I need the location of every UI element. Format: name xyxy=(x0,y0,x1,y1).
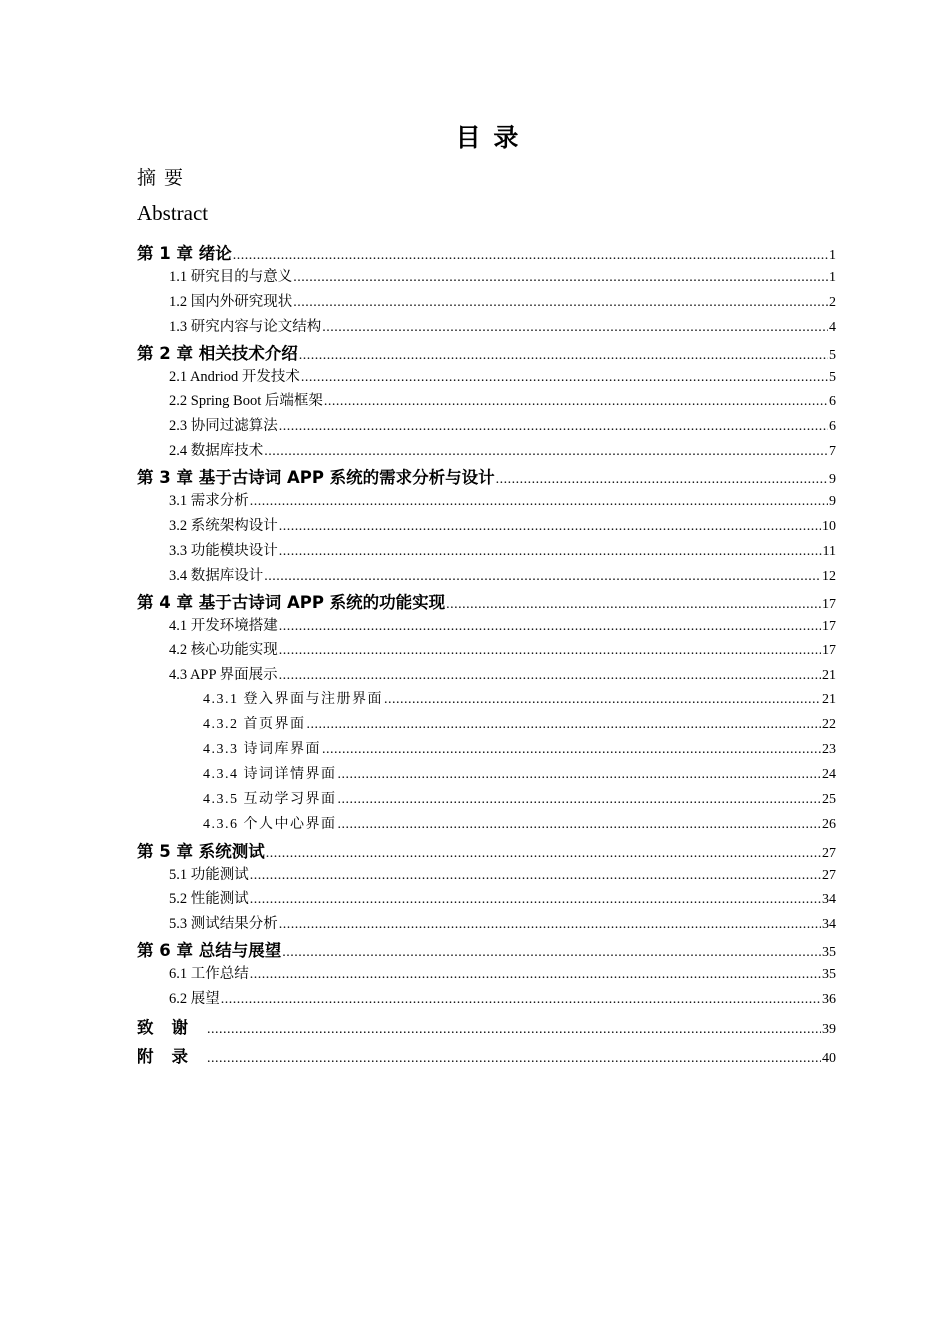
toc-entry[interactable] xyxy=(169,365,836,386)
toc-entry[interactable] xyxy=(169,389,836,410)
toc-page-number: 34 xyxy=(822,892,836,908)
toc-page-number: 4 xyxy=(829,319,836,335)
toc-page-number: 23 xyxy=(822,742,836,757)
toc-entry-label: 3.1 需求分析 xyxy=(169,493,249,509)
toc-entry-label: 第 6 章 总结与展望 xyxy=(137,941,282,961)
toc-entry-label: 5.3 测试结果分析 xyxy=(169,916,278,933)
toc-entry-label: 5.1 功能测试 xyxy=(169,866,249,883)
toc-page-number: 11 xyxy=(822,543,836,559)
toc-page-number: 9 xyxy=(829,472,836,488)
toc-leader-dots xyxy=(264,444,828,460)
toc-page-number: 6 xyxy=(829,419,836,435)
toc-leader-dots xyxy=(282,945,821,961)
toc-entry[interactable] xyxy=(169,863,836,884)
toc-leader-dots xyxy=(279,544,822,560)
toc-page-number: 36 xyxy=(822,992,836,1007)
toc-entry-label: 4.3 APP 界面展示 xyxy=(169,667,278,684)
toc-leader-dots xyxy=(322,742,821,758)
toc-leader-dots xyxy=(207,1051,821,1067)
toc-entry[interactable] xyxy=(203,763,836,783)
toc-entry[interactable] xyxy=(137,589,836,613)
toc-entry[interactable] xyxy=(137,838,836,862)
toc-page-number: 7 xyxy=(829,444,836,460)
toc-page-number: 24 xyxy=(822,766,836,782)
toc-page-number: 10 xyxy=(822,518,836,534)
toc-entry[interactable] xyxy=(169,265,836,286)
toc-entry[interactable] xyxy=(169,514,836,535)
toc-entry-label: 2.2 Spring Boot 后端框架 xyxy=(169,393,323,410)
toc-leader-dots xyxy=(250,868,821,884)
toc-page-number: 17 xyxy=(822,596,836,612)
toc-leader-dots xyxy=(279,643,821,659)
toc-leader-dots xyxy=(221,992,821,1008)
toc-entry[interactable] xyxy=(203,738,836,758)
toc-leader-dots xyxy=(384,692,821,708)
toc-entry[interactable] xyxy=(137,1043,836,1067)
toc-entry[interactable] xyxy=(137,937,836,961)
toc-entry[interactable] xyxy=(169,564,836,585)
toc-entry-label: 5.2 性能测试 xyxy=(169,891,249,908)
toc-page-number: 27 xyxy=(822,867,836,883)
toc-entry[interactable] xyxy=(169,539,836,560)
toc-entry-label: 3.3 功能模块设计 xyxy=(169,542,278,559)
toc-entry[interactable] xyxy=(169,315,836,336)
toc-page-number: 25 xyxy=(822,791,836,807)
toc-entry-label: 1.2 国内外研究现状 xyxy=(169,293,293,310)
toc-leader-dots xyxy=(266,846,821,862)
toc-page-number: 6 xyxy=(829,394,836,410)
toc-entry[interactable] xyxy=(203,688,836,708)
toc-entry-label: 6.1 工作总结 xyxy=(169,966,249,983)
toc-leader-dots xyxy=(338,817,822,833)
toc-page-number: 9 xyxy=(829,494,836,509)
toc-entry-label: 附录 xyxy=(137,1046,206,1066)
toc-entry[interactable] xyxy=(137,240,836,264)
toc-entry-label: 3.2 系统架构设计 xyxy=(169,517,278,534)
toc-page-number: 34 xyxy=(822,917,836,933)
toc-entry[interactable] xyxy=(169,414,836,435)
toc-entry[interactable] xyxy=(137,464,836,488)
toc-leader-dots xyxy=(279,619,821,635)
toc-entry-label: 第 3 章 基于古诗词 APP 系统的需求分析与设计 xyxy=(137,468,495,488)
toc-entry[interactable] xyxy=(169,439,836,460)
toc-entry-label: 6.2 展望 xyxy=(169,991,220,1007)
toc-entry-label: 4.3.4 诗词详情界面 xyxy=(203,766,337,782)
toc-page-number: 22 xyxy=(822,717,836,733)
toc-leader-dots xyxy=(233,248,828,264)
toc-entry-label: 4.3.5 互动学习界面 xyxy=(203,791,337,807)
toc-entry[interactable] xyxy=(169,962,836,983)
toc-entry-label: 1.1 研究目的与意义 xyxy=(169,268,293,285)
toc-entry-label: 第 4 章 基于古诗词 APP 系统的功能实现 xyxy=(137,592,446,612)
toc-leader-dots xyxy=(338,767,822,783)
toc-page-number: 1 xyxy=(829,269,836,285)
toc-entry[interactable] xyxy=(137,1014,836,1038)
toc-entry-label: 4.1 开发环境搭建 xyxy=(169,617,278,634)
toc-entry-label: 第 2 章 相关技术介绍 xyxy=(137,343,298,363)
toc-leader-dots xyxy=(250,967,821,983)
toc-entry-label: 4.2 核心功能实现 xyxy=(169,642,278,659)
toc-entry[interactable] xyxy=(169,614,836,635)
toc-page-number: 39 xyxy=(822,1021,836,1037)
toc-leader-dots xyxy=(293,270,828,286)
toc-page-number: 21 xyxy=(822,668,836,684)
toc-leader-dots xyxy=(293,295,828,311)
toc-page-number: 21 xyxy=(822,692,836,708)
abstract-en-heading: Abstract xyxy=(137,201,209,225)
toc-entry[interactable] xyxy=(137,340,836,364)
toc-leader-dots xyxy=(324,394,828,410)
toc-leader-dots xyxy=(299,348,828,364)
toc-page-number: 5 xyxy=(829,347,836,363)
toc-entry[interactable] xyxy=(169,489,836,510)
toc-entry[interactable] xyxy=(203,813,836,833)
toc-entry[interactable] xyxy=(169,987,836,1008)
toc-page-number: 5 xyxy=(829,369,836,385)
toc-leader-dots xyxy=(322,320,828,336)
toc-leader-dots xyxy=(301,370,828,386)
toc-entry-label: 4.3.2 首页界面 xyxy=(203,717,306,733)
toc-page-number: 35 xyxy=(822,967,836,983)
abstract-zh-heading: 摘 要 xyxy=(137,167,185,189)
toc-entry-label: 3.4 数据库设计 xyxy=(169,567,264,584)
toc-entry[interactable] xyxy=(169,663,836,684)
toc-page-number: 2 xyxy=(829,294,836,310)
toc-entry[interactable] xyxy=(203,788,836,808)
toc-page-number: 1 xyxy=(829,248,836,263)
toc-page-number: 26 xyxy=(822,816,836,832)
toc-leader-dots xyxy=(496,472,828,488)
toc-page-number: 27 xyxy=(822,845,836,861)
toc-leader-dots xyxy=(446,597,821,613)
toc-leader-dots xyxy=(264,569,821,585)
toc-leader-dots xyxy=(279,419,828,435)
toc-page-number: 40 xyxy=(822,1050,836,1066)
toc-leader-dots xyxy=(250,494,828,510)
toc-entry-label: 4.3.1 登入界面与注册界面 xyxy=(203,692,383,708)
toc-entry[interactable] xyxy=(203,713,836,733)
toc-entry-label: 致谢 xyxy=(137,1017,206,1037)
toc-page-number: 17 xyxy=(822,618,836,634)
toc-entry-label: 第 5 章 系统测试 xyxy=(137,841,265,861)
toc-entry[interactable] xyxy=(169,912,836,933)
toc-entry-label: 第 1 章 绪论 xyxy=(137,244,232,263)
toc-leader-dots xyxy=(279,917,821,933)
toc-leader-dots xyxy=(207,1022,821,1038)
toc-entry[interactable] xyxy=(169,290,836,311)
toc-leader-dots xyxy=(279,668,821,684)
toc-entry-label: 4.3.6 个人中心界面 xyxy=(203,816,337,832)
toc-leader-dots xyxy=(307,717,822,733)
toc-leader-dots xyxy=(250,892,821,908)
toc-leader-dots xyxy=(279,519,821,535)
toc-entry-label: 2.4 数据库技术 xyxy=(169,443,264,460)
toc-title: 目 录 xyxy=(455,123,521,152)
toc-entry[interactable] xyxy=(169,638,836,659)
toc-entry-label: 1.3 研究内容与论文结构 xyxy=(169,318,322,335)
toc-entry-label: 2.3 协同过滤算法 xyxy=(169,418,278,435)
toc-page-number: 35 xyxy=(822,945,836,961)
toc-page-number: 12 xyxy=(822,568,836,584)
toc-leader-dots xyxy=(338,792,822,808)
toc-page-number: 17 xyxy=(822,643,836,659)
toc-entry-label: 4.3.3 诗词库界面 xyxy=(203,742,321,757)
toc-entry[interactable] xyxy=(169,887,836,908)
toc-entry-label: 2.1 Andriod 开发技术 xyxy=(169,368,300,385)
